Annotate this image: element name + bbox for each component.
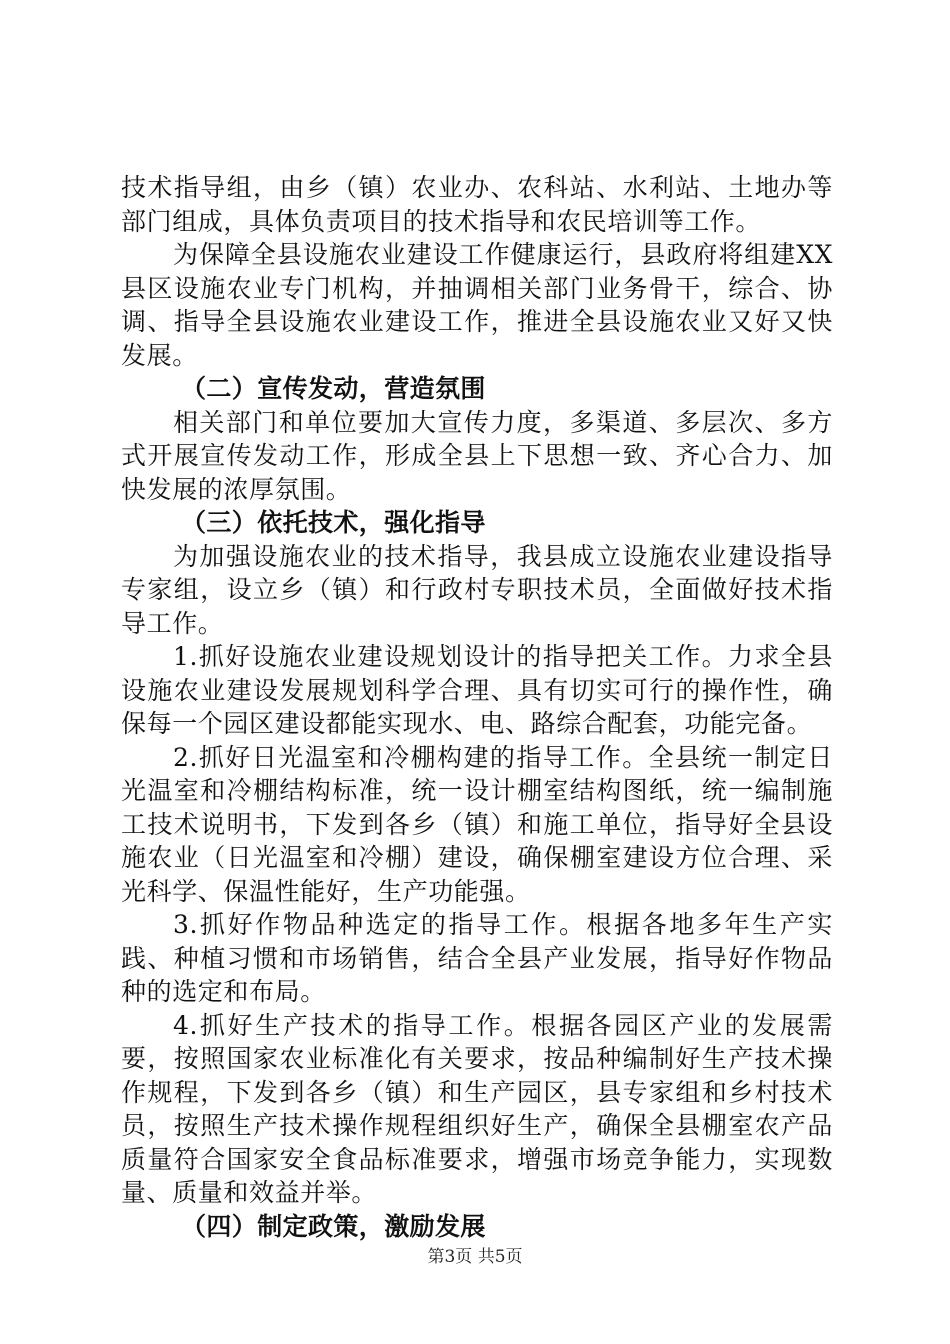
numbered-paragraph: 1.抓好设施农业建设规划设计的指导把关工作。力求全县设施农业建设发展规划科学合理、具有切实可行的操作性，确保每一个园区建设都能实现水、电、路综合配套，功能完备。 <box>121 642 833 738</box>
paragraph: 相关部门和单位要加大宣传力度，多渠道、多层次、多方式开展宣传发动工作，形成全县上下思想一致、齐心合力、加快发展的浓厚氛围。 <box>121 407 833 504</box>
document-body <box>121 171 833 1243</box>
page-number: 第3页 共5页 <box>427 1247 523 1267</box>
section-heading: （三）依托技术，强化指导 <box>181 508 486 537</box>
numbered-paragraph: 3.抓好作物品种选定的指导工作。根据各地多年生产实践、种植习惯和市场销售，结合全县产业发展，指导好作物品种的选定和布局。 <box>121 910 833 1006</box>
section-heading: （二）宣传发动，营造氛围 <box>181 374 486 403</box>
numbered-paragraph: 2.抓好日光温室和冷棚构建的指导工作。全县统一制定日光温室和冷棚结构标准，统一设计棚室结构图纸，统一编制施工技术说明书，下发到各乡（镇）和施工单位，指导好全县设施农业（日光温室和冷棚）建设，确保棚室建设方位合理、采光科学、保温性能好，生产功能强。 <box>121 742 833 906</box>
paragraph: 技术指导组，由乡（镇）农业办、农科站、水利站、土地办等部门组成，具体负责项目的技术指导和农民培训等工作。 <box>121 173 833 236</box>
page-footer <box>0 1242 950 1267</box>
paragraph: 为保障全县设施农业建设工作健康运行，县政府将组建XX县区设施农业专门机构，并抽调相关部门业务骨干，综合、协调、指导全县设施农业建设工作，推进全县设施农业又好又快发展。 <box>121 240 833 370</box>
section-heading: （四）制定政策，激励发展 <box>181 1211 486 1241</box>
paragraph: 为加强设施农业的技术指导，我县成立设施农业建设指导专家组，设立乡（镇）和行政村专职技术员，全面做好技术指导工作。 <box>121 541 833 638</box>
numbered-paragraph: 4.抓好生产技术的指导工作。根据各园区产业的发展需要，按照国家农业标准化有关要求，按品种编制好生产技术操作规程，下发到各乡（镇）和生产园区，县专家组和乡村技术员，按照生产技术操作规程组织好生产，确保全县棚室农产品质量符合国家安全食品标准要求，增强市场竞争能力，实现数量、质量和效益并举。 <box>121 1010 833 1207</box>
